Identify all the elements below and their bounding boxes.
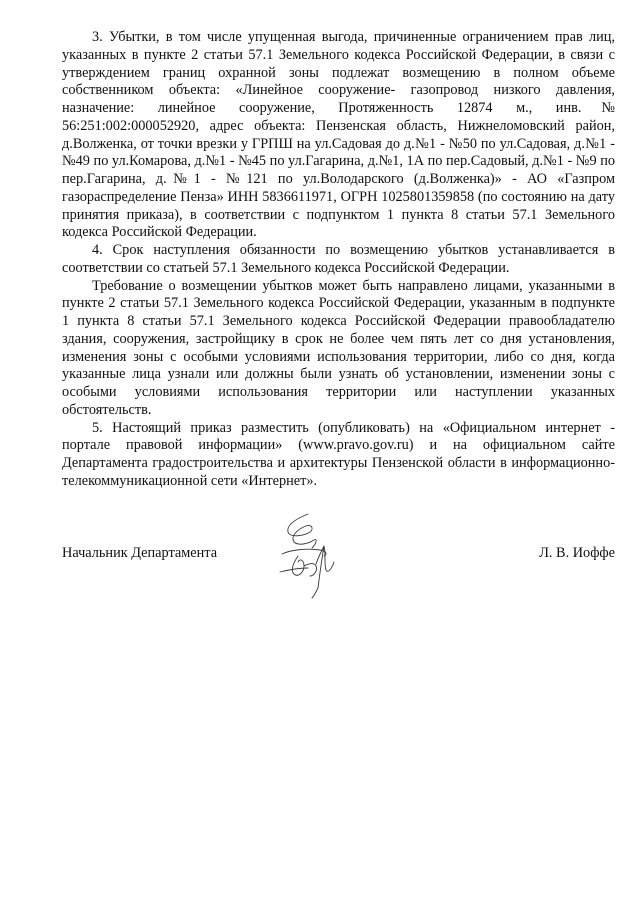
paragraph-obligation-term: 4. Срок наступления обязанности по возмещению убытков устанавливается в соответствии со статьей 57.1 Земельного кодекса Российской Федерации. [62, 242, 615, 276]
document-body [62, 29, 615, 491]
paragraph-publication: 5. Настоящий приказ разместить (опубликовать) на «Официальном интернет - портале правовой информации» (www.pravo.gov.ru) и на официальном сайте Департамента градостроительства и архитектуры Пензенской области в информационно-телекоммуникационной сети «Интернет». [62, 419, 615, 489]
paragraph-claim-requirement: Требование о возмещении убытков может быть направлено лицами, указанными в пункте 2 статьи 57.1 Земельного кодекса Российской Федерации, указанным в подпункте 1 пункта 8 статьи 57.1 Земельного кодекса Российской Федерации правообладателю здания, сооружения, застройщику в срок не более чем пять лет со дня установления, изменения зоны с особыми условиями использования территории, либо со дня, когда указанные лица узнали или должны были узнать об установлении, изменении зоны с особыми условиями использования территории или наступлении указанных обстоятельств. [62, 277, 615, 418]
signer-name: Л. В. Иоффе [539, 545, 615, 561]
paragraph-losses-compensation: 3. Убытки, в том числе упущенная выгода, причиненные ограничением прав лиц, указанных в пункте 2 статьи 57.1 Земельного кодекса Российской Федерации, в связи с утверждением границ охранной зоны подлежат возмещению в полном объеме собственником объекта: «Линейное сооружение- газопровод низкого давления, назначение: линейное сооружение, Протяженность 12874 м., инв.№ 56:251:002:000052920, адрес объекта: Пензенская область, Нижнеломовский район, д.Волженка, от точки врезки у ГРПШ на ул.Садовая до д.№1 - №50 по ул.Садовая, д.№1 - №49 по ул.Комарова, д.№1 - №45 по ул.Гагарина, д.№1, 1А по пер.Садовый, д.№1 - №9 по пер.Гагарина, д.№1 - №121 по ул.Володарского (д.Волженка)» - АО «Газпром газораспределение Пенза» ИНН 5836611971, ОГРН 1025801359858 (по состоянию на дату принятия приказа), в соответствии с подпунктом 1 пункта 8 статьи 57.1 Земельного кодекса Российской Федерации. [62, 29, 615, 241]
handwritten-signature [268, 510, 344, 606]
signer-title: Начальник Департамента [62, 545, 218, 561]
